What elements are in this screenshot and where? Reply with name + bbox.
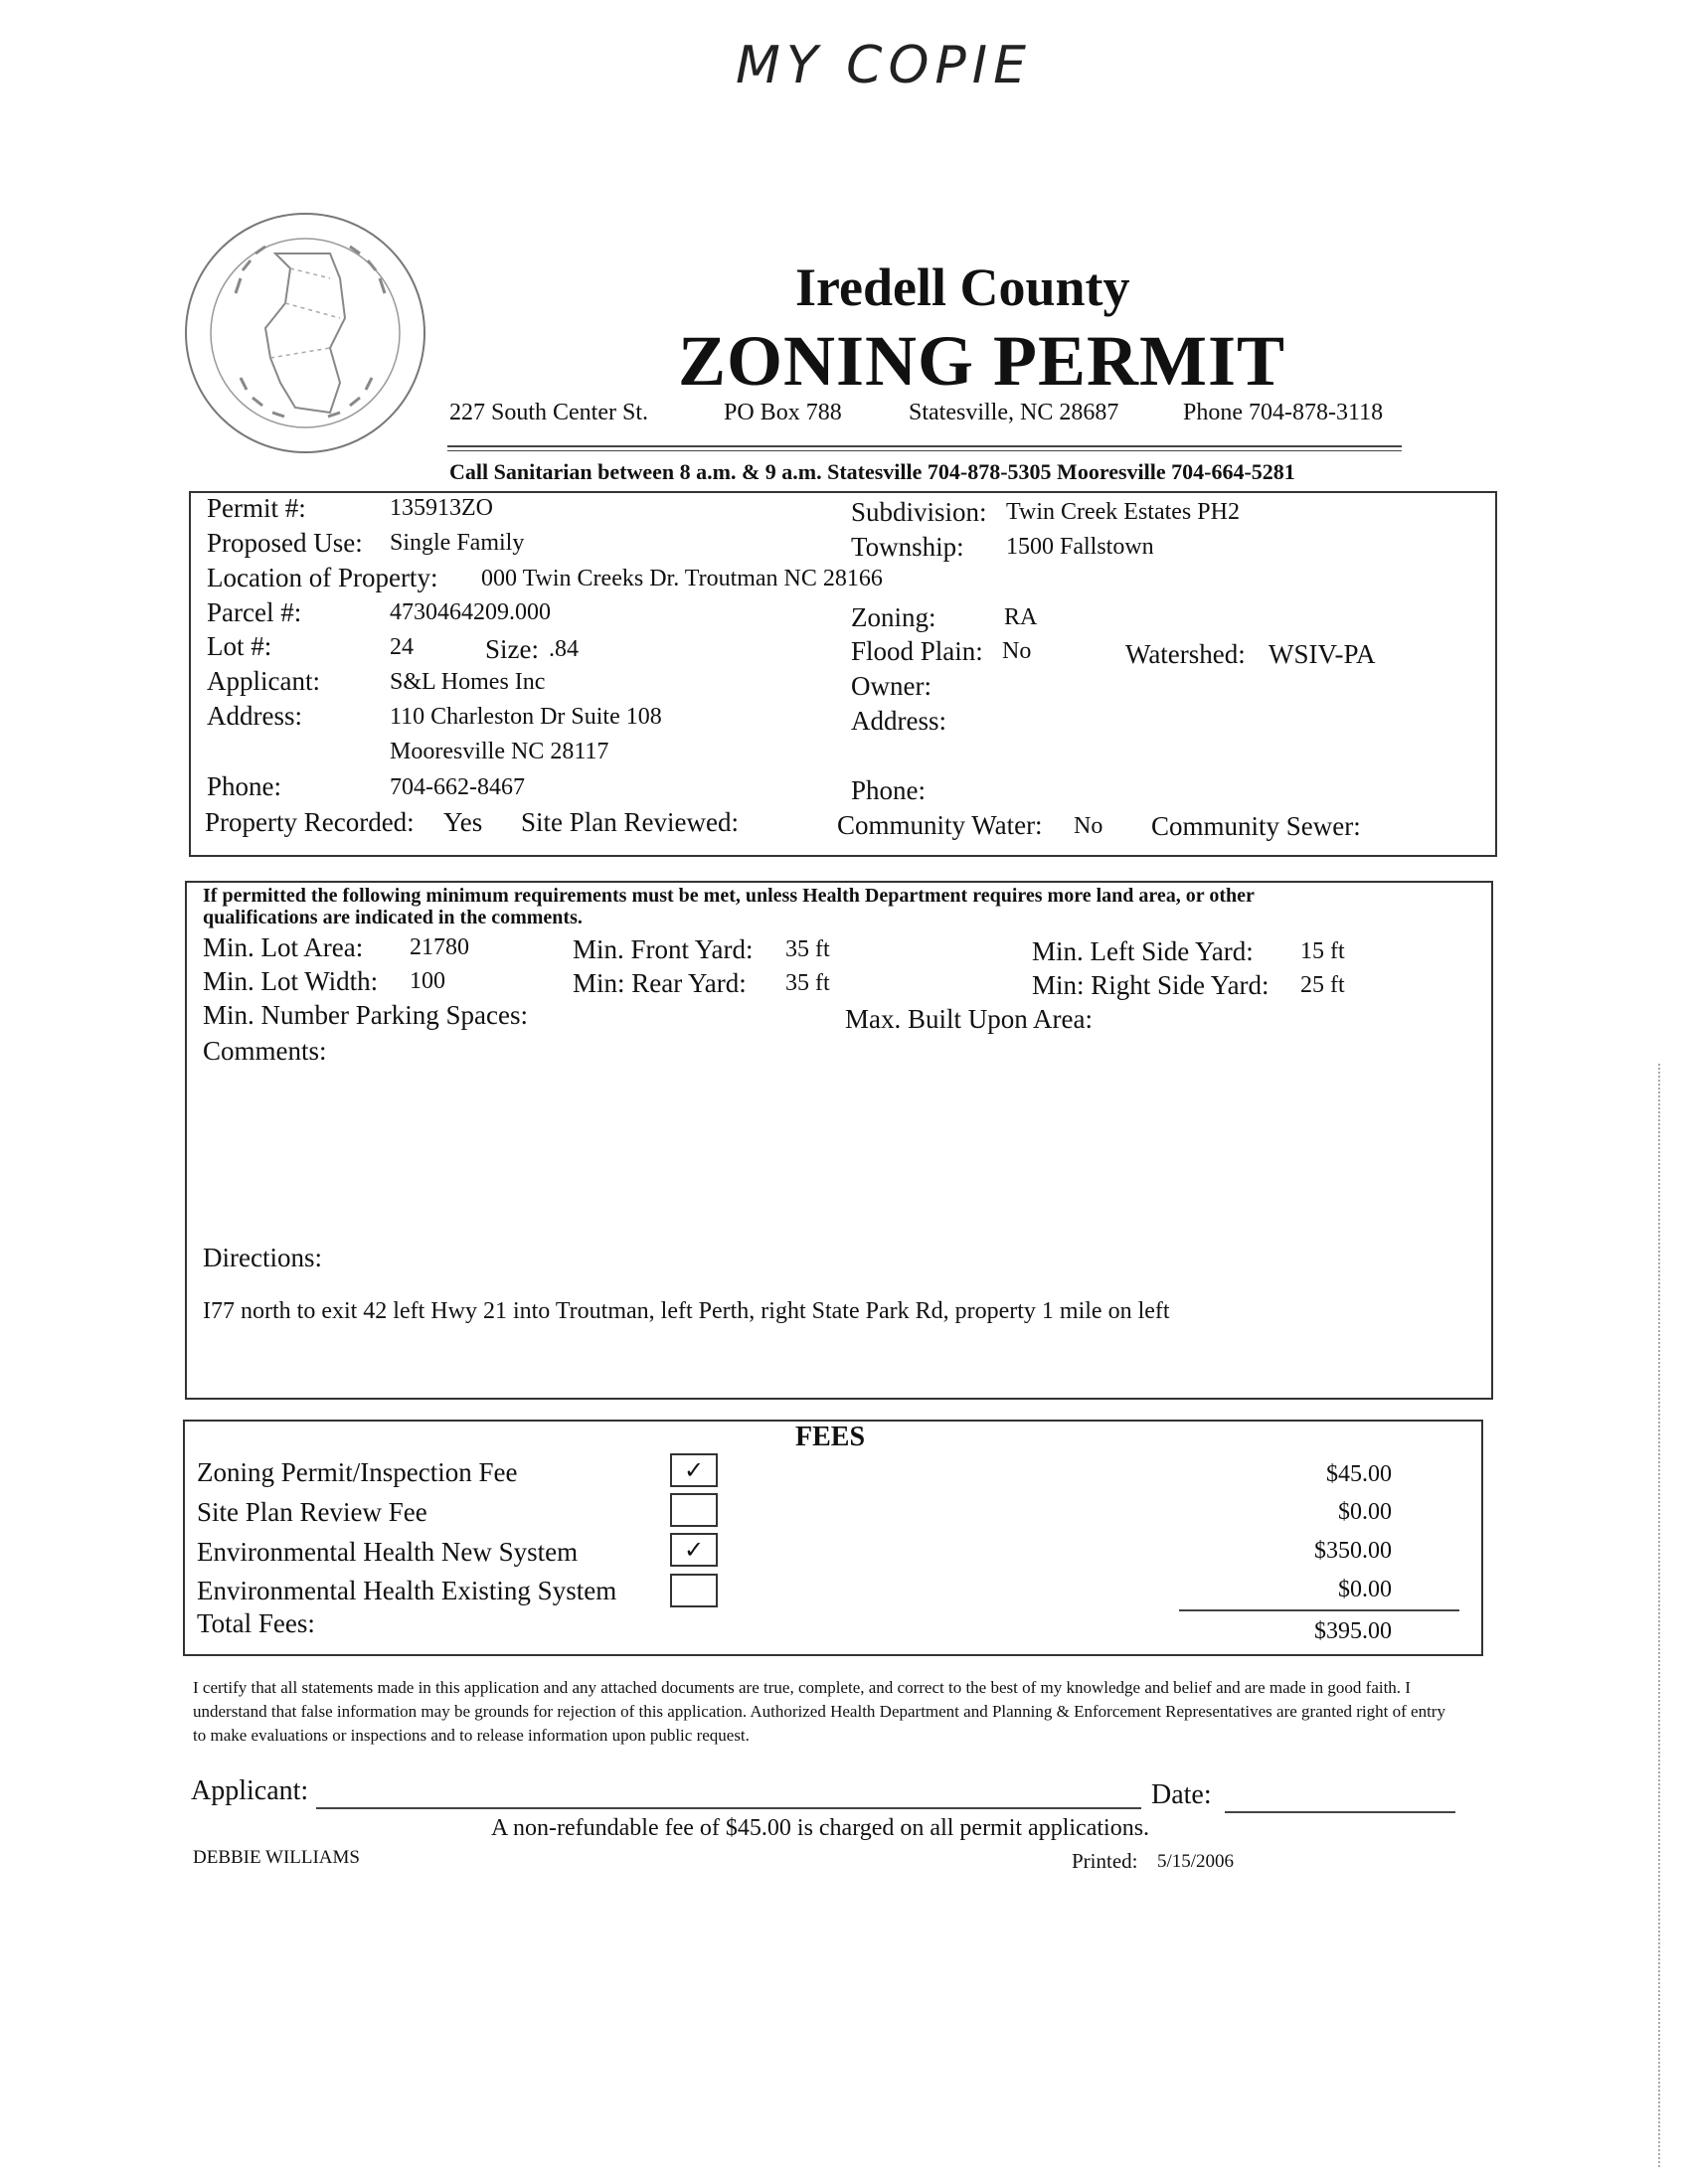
lot-label: Lot #: bbox=[207, 631, 272, 661]
property-recorded-value: Yes bbox=[443, 807, 483, 837]
fee-label-zoning: Zoning Permit/Inspection Fee bbox=[197, 1457, 518, 1487]
applicant-label: Applicant: bbox=[207, 666, 320, 696]
clerk-name: DEBBIE WILLIAMS bbox=[193, 1847, 360, 1868]
subdivision-value: Twin Creek Estates PH2 bbox=[1006, 499, 1240, 525]
community-water-label: Community Water: bbox=[837, 810, 1043, 840]
city-address: Statesville, NC 28687 bbox=[909, 400, 1119, 425]
min-left-side-yard-value: 15 ft bbox=[1300, 938, 1345, 964]
site-plan-reviewed-label: Site Plan Reviewed: bbox=[521, 807, 739, 837]
owner-label: Owner: bbox=[851, 671, 932, 701]
signature-date-label: Date: bbox=[1151, 1779, 1212, 1810]
min-lot-width-value: 100 bbox=[410, 968, 445, 994]
fees-heading: FEES bbox=[795, 1422, 866, 1452]
county-title: Iredell County bbox=[795, 257, 1130, 317]
location-value: 000 Twin Creeks Dr. Troutman NC 28166 bbox=[481, 566, 883, 591]
fee-checkbox-env-existing[interactable] bbox=[670, 1574, 718, 1607]
min-lot-area-value: 21780 bbox=[410, 934, 469, 960]
header-rule bbox=[447, 445, 1402, 447]
township-value: 1500 Fallstown bbox=[1006, 534, 1154, 560]
sanitarian-notice: Call Sanitarian between 8 a.m. & 9 a.m. Statesville 704-878-5305 Mooresville 704-664-5281 bbox=[449, 459, 1295, 484]
page-title: ZONING PERMIT bbox=[678, 321, 1286, 401]
flood-plain-label: Flood Plain: bbox=[851, 636, 983, 666]
date-line[interactable] bbox=[1225, 1811, 1455, 1813]
watershed-value: WSIV-PA bbox=[1269, 639, 1376, 669]
subdivision-label: Subdivision: bbox=[851, 497, 987, 527]
parcel-value: 4730464209.000 bbox=[390, 599, 551, 625]
min-front-yard-label: Min. Front Yard: bbox=[573, 934, 754, 964]
min-lot-area-label: Min. Lot Area: bbox=[203, 932, 364, 962]
signature-line[interactable] bbox=[316, 1807, 1141, 1809]
requirements-notice-line1: If permitted the following minimum requirements must be met, unless Health Department requires more land area, or other bbox=[203, 885, 1255, 907]
township-label: Township: bbox=[851, 532, 964, 562]
fee-checkbox-zoning[interactable]: ✓ bbox=[670, 1453, 718, 1487]
location-label: Location of Property: bbox=[207, 563, 438, 592]
applicant-phone-value: 704-662-8467 bbox=[390, 774, 525, 800]
size-value: .84 bbox=[549, 636, 579, 662]
signature-applicant-label: Applicant: bbox=[191, 1775, 309, 1806]
min-rear-yard-label: Min: Rear Yard: bbox=[573, 968, 747, 998]
community-water-value: No bbox=[1074, 813, 1103, 839]
community-sewer-label: Community Sewer: bbox=[1151, 811, 1361, 841]
total-fees-label: Total Fees: bbox=[197, 1608, 315, 1638]
directions-value: I77 north to exit 42 left Hwy 21 into Troutman, left Perth, right State Park Rd, property 1 mile on left bbox=[203, 1298, 1170, 1324]
property-recorded-label: Property Recorded: bbox=[205, 807, 415, 837]
fee-amount-site-plan: $0.00 bbox=[1338, 1499, 1392, 1525]
fee-label-site-plan: Site Plan Review Fee bbox=[197, 1497, 427, 1527]
fee-checkbox-site-plan[interactable] bbox=[670, 1493, 718, 1527]
county-seal-logo bbox=[181, 209, 429, 457]
street-address: 227 South Center St. bbox=[449, 400, 649, 425]
requirements-notice-line2: qualifications are indicated in the comments. bbox=[203, 907, 583, 928]
fee-checkbox-env-new[interactable]: ✓ bbox=[670, 1533, 718, 1567]
fee-label-env-existing: Environmental Health Existing System bbox=[197, 1576, 617, 1605]
flood-plain-value: No bbox=[1002, 638, 1032, 664]
size-label: Size: bbox=[485, 634, 539, 664]
max-built-upon-label: Max. Built Upon Area: bbox=[845, 1004, 1093, 1034]
permit-number-value: 135913ZO bbox=[390, 495, 493, 521]
permit-number-label: Permit #: bbox=[207, 493, 306, 523]
applicant-phone-label: Phone: bbox=[207, 771, 282, 801]
zoning-label: Zoning: bbox=[851, 602, 936, 632]
po-box: PO Box 788 bbox=[724, 400, 842, 425]
total-fees-value: $395.00 bbox=[1314, 1618, 1392, 1644]
min-rear-yard-value: 35 ft bbox=[785, 970, 830, 996]
fee-total-rule bbox=[1179, 1609, 1459, 1611]
header-rule-thin bbox=[447, 450, 1402, 451]
handwritten-note: MY COPIE bbox=[736, 36, 1032, 95]
watershed-label: Watershed: bbox=[1125, 639, 1246, 669]
min-right-side-yard-value: 25 ft bbox=[1300, 972, 1345, 998]
fee-amount-env-existing: $0.00 bbox=[1338, 1577, 1392, 1602]
min-lot-width-label: Min. Lot Width: bbox=[203, 966, 379, 996]
owner-address-label: Address: bbox=[851, 706, 946, 736]
office-phone: Phone 704-878-3118 bbox=[1183, 400, 1384, 425]
applicant-address-line2: Mooresville NC 28117 bbox=[390, 739, 609, 764]
parcel-label: Parcel #: bbox=[207, 597, 302, 627]
applicant-value: S&L Homes Inc bbox=[390, 669, 546, 695]
directions-label: Directions: bbox=[203, 1243, 322, 1272]
certification-text: I certify that all statements made in this application and any attached documents are true, complete, and correct to the best of my knowledge and belief and are made in good faith. I understand that false information may be grounds for rejection of this application. Authorized Health Department and Planning & Enforcement Representatives are granted right of entry to make evaluations or inspections and to release information upon public request. bbox=[193, 1678, 1445, 1745]
lot-value: 24 bbox=[390, 634, 414, 660]
permit-info-box bbox=[189, 491, 1497, 857]
scan-edge-marks bbox=[1658, 1064, 1660, 2167]
proposed-use-label: Proposed Use: bbox=[207, 528, 363, 558]
fee-amount-zoning: $45.00 bbox=[1326, 1461, 1392, 1487]
min-left-side-yard-label: Min. Left Side Yard: bbox=[1032, 936, 1254, 966]
min-front-yard-value: 35 ft bbox=[785, 936, 830, 962]
proposed-use-value: Single Family bbox=[390, 530, 525, 556]
min-right-side-yard-label: Min: Right Side Yard: bbox=[1032, 970, 1270, 1000]
applicant-address-line1: 110 Charleston Dr Suite 108 bbox=[390, 704, 662, 730]
min-parking-label: Min. Number Parking Spaces: bbox=[203, 1000, 528, 1030]
zoning-value: RA bbox=[1004, 604, 1038, 630]
printed-label: Printed: bbox=[1072, 1849, 1138, 1873]
fee-label-env-new: Environmental Health New System bbox=[197, 1537, 579, 1567]
fee-amount-env-new: $350.00 bbox=[1314, 1538, 1392, 1564]
owner-phone-label: Phone: bbox=[851, 775, 927, 805]
applicant-address-label: Address: bbox=[207, 701, 302, 731]
comments-label: Comments: bbox=[203, 1036, 327, 1066]
printed-date: 5/15/2006 bbox=[1157, 1851, 1235, 1872]
fee-notice: A non-refundable fee of $45.00 is charged on all permit applications. bbox=[491, 1815, 1150, 1841]
